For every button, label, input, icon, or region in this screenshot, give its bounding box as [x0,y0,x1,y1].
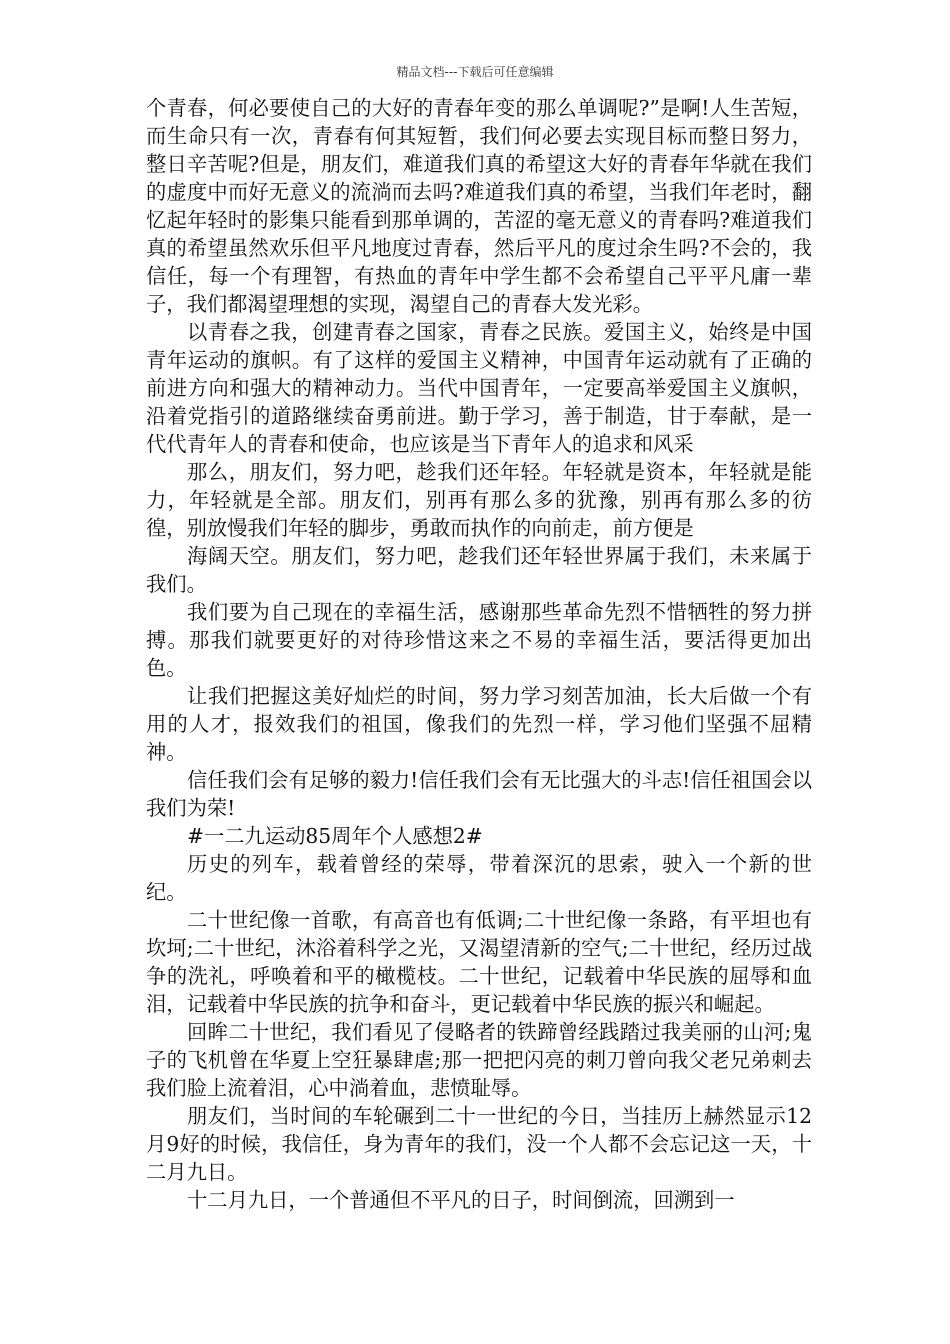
paragraph-6: 让我们把握这美好灿烂的时间，努力学习刻苦加油，长大后做一个有用的人才，报效我们的祖国，像我们的先烈一样，学习他们坚强不屈精神。 [146,684,812,764]
paragraph-12: 十二月九日，一个普通但不平凡的日子，时间倒流，回溯到一 [187,1188,735,1212]
paragraph-10: 回眸二十世纪，我们看见了侵略者的铁蹄曾经践踏过我美丽的山河;鬼子的飞机曾在华夏上空狂暴肆虐;那一把把闪亮的刺刀曾向我父老兄弟刺去我们脸上流着泪，心中淌着血，悲愤耻辱。 [146,1020,812,1100]
section-heading: #一二九运动85周年个人感想2# [187,824,483,848]
paragraph-11: 朋友们，当时间的车轮碾到二十一世纪的今日，当挂历上赫然显示12月9好的时候，我信任，身为青年的我们，没一个人都不会忘记这一天，十二月九日。 [146,1104,812,1184]
paragraph-3: 那么，朋友们，努力吧，趁我们还年轻。年轻就是资本，年轻就是能力，年轻就是全部。朋友们，别再有那么多的犹豫，别再有那么多的彷徨，别放慢我们年轻的脚步，勇敢而执作的向前走，前方便是 [146,460,812,540]
paragraph-1: 个青春，何必要使自己的大好的青春年变的那么单调呢?”是啊!人生苦短，而生命只有一次，青春有何其短暂，我们何必要去实现目标而整日努力，整日辛苦呢?但是，朋友们，难道我们真的希望这大好的青春年华就在我们的虚度中而好无意义的流淌而去吗?难道我们真的希望，当我们年老时，翻忆起年轻时的影集只能看到那单调的，苦涩的毫无意义的青春吗?难道我们真的希望虽然欢乐但平凡地度过青春，然后平凡的度过余生吗?不会的，我信任，每一个有理智，有热血的青年中学生都不会希望自己平平凡庸一辈子，我们都渴望理想的实现，渴望自己的青春大发光彩。 [146,96,812,316]
paragraph-7: 信任我们会有足够的毅力!信任我们会有无比强大的斗志!信任祖国会以我们为荣! [146,768,812,820]
paragraph-5: 我们要为自己现在的幸福生活，感谢那些革命先烈不惜牺牲的努力拼搏。那我们就要更好的对待珍惜这来之不易的幸福生活，要活得更加出色。 [146,600,812,680]
page-header: 精品文档---下载后可任意编辑 [396,65,554,79]
paragraph-8: 历史的列车，载着曾经的荣辱，带着深沉的思索，驶入一个新的世纪。 [146,852,812,904]
paragraph-2: 以青春之我，创建青春之国家，青春之民族。爱国主义，始终是中国青年运动的旗帜。有了这样的爱国主义精神，中国青年运动就有了正确的前进方向和强大的精神动力。当代中国青年，一定要高举爱国主义旗帜，沿着党指引的道路继续奋勇前进。勤于学习，善于制造，甘于奉献，是一代代青年人的青春和使命，也应该是当下青年人的追求和风采 [146,320,812,456]
paragraph-4: 海阔天空。朋友们，努力吧，趁我们还年轻世界属于我们，未来属于我们。 [146,544,812,596]
paragraph-9: 二十世纪像一首歌，有高音也有低调;二十世纪像一条路，有平坦也有坎坷;二十世纪，沐浴着科学之光，又渴望清新的空气;二十世纪，经历过战争的洗礼，呼唤着和平的橄榄枝。二十世纪，记载着中华民族的屈辱和血泪，记载着中华民族的抗争和奋斗，更记载着中华民族的振兴和崛起。 [146,908,812,1016]
document-body [146,94,812,1214]
